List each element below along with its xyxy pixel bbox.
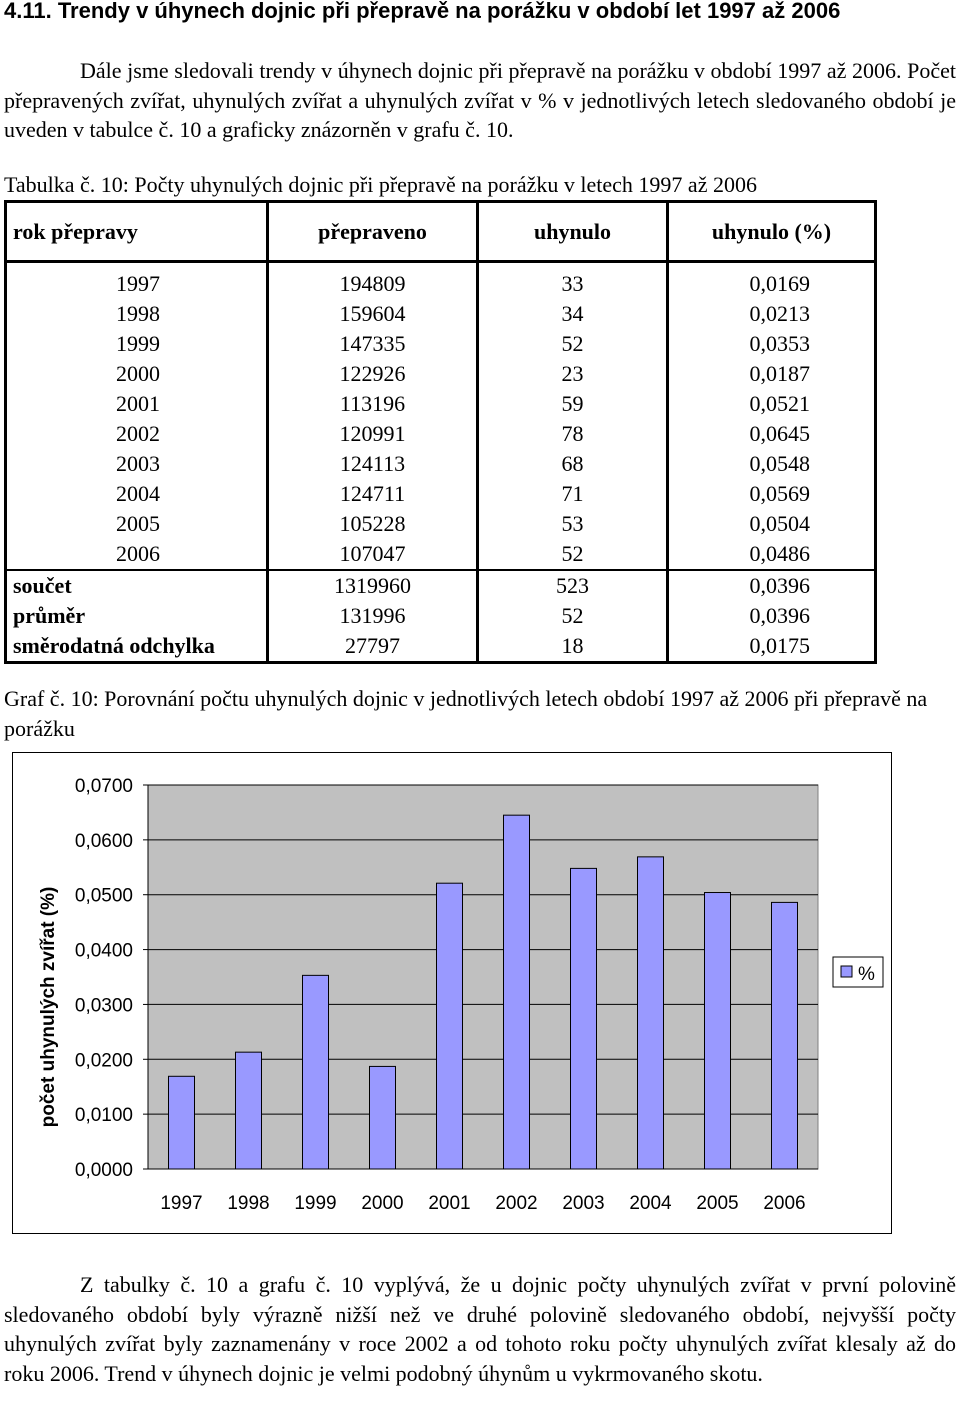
cell-transported: 107047 [268,539,478,570]
cell-died-percent: 0,0486 [668,539,876,570]
x-tick-label: 1999 [294,1193,337,1214]
bar-2005 [705,893,731,1169]
legend-label: % [858,964,875,985]
summary-label: směrodatná odchylka [6,631,268,663]
table-row [6,479,876,509]
cell-year: 1997 [6,262,268,300]
cell-died-percent: 0,0187 [668,359,876,389]
y-tick-label: 0,0000 [74,1160,133,1181]
header-year: rok přepravy [6,202,268,262]
cell-transported: 194809 [268,262,478,300]
table-row [6,389,876,419]
conclusion-paragraph: Z tabulky č. 10 a grafu č. 10 vyplývá, že u dojnic počty uhynulých zvířat v první polovině sledovaného období byly výrazně nižší než ve druhé polovině sledovaného období, nejvyšší počty uhynulých zvířat byly zaznamenány v roce 2002 a od tohoto roku počty uhynulých zvířat klesaly až do roku 2006. Trend v úhynech dojnic je velmi podobný úhynům u vykrmovaného skotu. [4,1272,956,1386]
x-tick-label: 2000 [361,1193,404,1214]
cell-died: 23 [478,359,668,389]
table-row [6,449,876,479]
header-died: uhynulo [478,202,668,262]
summary-transported: 27797 [268,631,478,663]
table-row [6,262,876,300]
summary-row [6,601,876,631]
bar-2001 [437,883,463,1169]
y-tick-label: 0,0700 [74,776,133,797]
y-tick-label: 0,0200 [74,1050,133,1072]
y-tick-label: 0,0500 [74,885,133,907]
cell-transported: 113196 [268,389,478,419]
mortality-chart [12,752,892,1234]
cell-transported: 147335 [268,329,478,359]
y-tick-label: 0,0400 [74,940,133,962]
cell-died: 53 [478,509,668,539]
cell-died-percent: 0,0521 [668,389,876,419]
cell-year: 2001 [6,389,268,419]
cell-transported: 124711 [268,479,478,509]
cell-died-percent: 0,0353 [668,329,876,359]
cell-died: 33 [478,262,668,300]
bar-2000 [370,1066,396,1169]
bar-1999 [303,975,329,1169]
cell-died: 34 [478,299,668,329]
cell-year: 2006 [6,539,268,570]
cell-transported: 122926 [268,359,478,389]
x-tick-label: 2001 [428,1193,471,1214]
x-tick-label: 2002 [495,1193,538,1214]
bar-2006 [772,902,798,1169]
cell-year: 2003 [6,449,268,479]
x-tick-label: 2006 [763,1193,806,1214]
chart-svg [13,753,891,1233]
y-tick-label: 0,0600 [74,830,133,852]
cell-year: 1998 [6,299,268,329]
intro-paragraph: Dále jsme sledovali trendy v úhynech dojnic při přepravě na porážku v období 1997 až 2006. Počet přepravených zvířat, uhynulých zvířat a uhynulých zvířat v % v jednotlivých letech sledovaného období je uveden v tabulce č. 10 a graficky znázorněn v grafu č. 10. [4,58,956,142]
table-row [6,419,876,449]
table-row [6,329,876,359]
summary-died: 523 [478,570,668,601]
cell-died: 59 [478,389,668,419]
header-transported: přepraveno [268,202,478,262]
table-row [6,509,876,539]
cell-died: 78 [478,419,668,449]
y-axis-label: počet uhynulých zvířat (%) [38,886,59,1128]
table-header-row [6,202,876,262]
mortality-table [4,200,877,664]
x-tick-label: 2003 [562,1193,605,1214]
cell-died-percent: 0,0213 [668,299,876,329]
x-tick-label: 1998 [227,1193,270,1214]
cell-year: 2004 [6,479,268,509]
cell-transported: 159604 [268,299,478,329]
summary-died: 52 [478,601,668,631]
cell-died-percent: 0,0645 [668,419,876,449]
cell-transported: 120991 [268,419,478,449]
legend-swatch [841,966,852,977]
summary-transported: 1319960 [268,570,478,601]
header-died-percent: uhynulo (%) [668,202,876,262]
summary-died-percent: 0,0396 [668,601,876,631]
cell-died: 71 [478,479,668,509]
y-tick-label: 0,0100 [74,1105,133,1127]
table-row [6,539,876,570]
cell-died: 52 [478,539,668,570]
graph-caption: Graf č. 10: Porovnání počtu uhynulých dojnic v jednotlivých letech období 1997 až 2006 při přepravě na porážku [4,686,928,741]
summary-died-percent: 0,0396 [668,570,876,601]
cell-died-percent: 0,0548 [668,449,876,479]
y-tick-label: 0,0300 [74,995,133,1017]
summary-died-percent: 0,0175 [668,631,876,663]
cell-transported: 124113 [268,449,478,479]
cell-died: 68 [478,449,668,479]
summary-row [6,570,876,601]
cell-died-percent: 0,0504 [668,509,876,539]
cell-year: 2002 [6,419,268,449]
cell-transported: 105228 [268,509,478,539]
x-tick-label: 1997 [160,1193,203,1214]
summary-row [6,631,876,663]
bar-1998 [236,1052,262,1169]
bar-2002 [504,815,530,1169]
cell-died-percent: 0,0169 [668,262,876,300]
table-caption: Tabulka č. 10: Počty uhynulých dojnic při přepravě na porážku v letech 1997 až 2006 [4,172,757,197]
cell-year: 2000 [6,359,268,389]
summary-died: 18 [478,631,668,663]
bar-2003 [571,868,597,1169]
summary-label: průměr [6,601,268,631]
cell-year: 2005 [6,509,268,539]
cell-year: 1999 [6,329,268,359]
table-row [6,359,876,389]
x-tick-label: 2004 [629,1193,672,1214]
bar-1997 [169,1076,195,1169]
bar-2004 [638,857,664,1169]
summary-transported: 131996 [268,601,478,631]
summary-label: součet [6,570,268,601]
cell-died: 52 [478,329,668,359]
section-heading: 4.11. Trendy v úhynech dojnic při přepravě na porážku v období let 1997 až 2006 [4,0,841,23]
x-tick-label: 2005 [696,1193,739,1214]
table-row [6,299,876,329]
cell-died-percent: 0,0569 [668,479,876,509]
